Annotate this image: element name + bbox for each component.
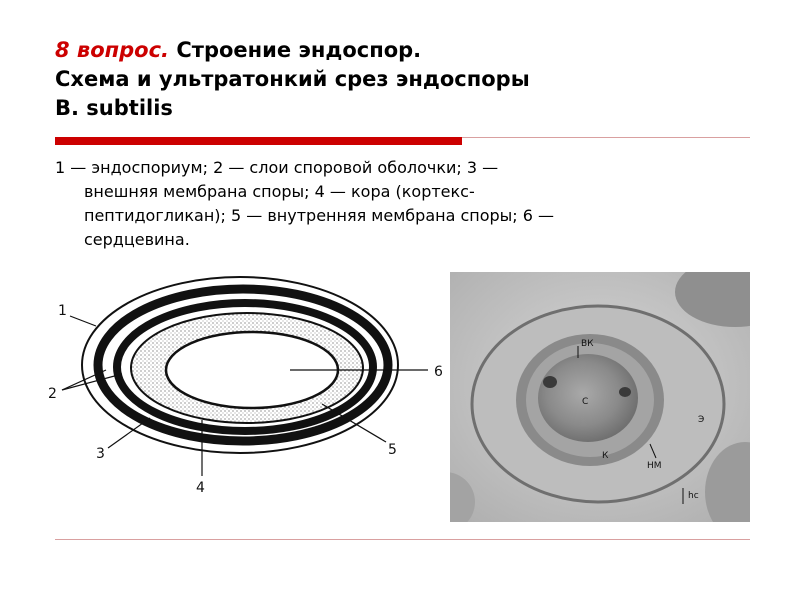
title-line-1: Строение эндоспор. — [176, 38, 422, 62]
legend-line-2: внешняя мембрана споры; 4 — кора (кортекс- — [84, 182, 475, 201]
title-divider-red — [55, 137, 462, 145]
micro-label-e: Э — [698, 415, 705, 425]
diagram-label-1: 1 — [58, 303, 67, 319]
micro-label-vk: ВК — [581, 339, 594, 349]
micro-label-k: К — [602, 451, 609, 461]
micro-label-nm: НМ — [647, 461, 662, 471]
legend-line-4: сердцевина. — [84, 230, 190, 249]
diagram-label-2: 2 — [48, 386, 57, 402]
endospore-diagram — [40, 270, 460, 500]
footer-divider — [55, 539, 750, 540]
micro-label-c: С — [582, 397, 589, 407]
diagram-label-3: 3 — [96, 446, 105, 462]
slide-title — [55, 36, 755, 123]
legend-text — [55, 156, 755, 252]
diagram-label-5: 5 — [388, 442, 397, 458]
micro-core-spot-left — [543, 376, 557, 388]
legend-line-1: 1 — эндоспориум; 2 — слои споровой оболочки; 3 — — [55, 158, 499, 177]
electron-micrograph — [450, 272, 750, 522]
title-divider-thin — [462, 137, 750, 138]
title-line-3: B. subtilis — [55, 96, 173, 120]
leader-1 — [70, 316, 96, 326]
micro-label-hc: hc — [688, 491, 699, 501]
legend-line-3: пептидогликан); 5 — внутренняя мембрана споры; 6 — — [84, 206, 555, 225]
micro-core-spot-right — [619, 387, 631, 397]
diagram-label-4: 4 — [196, 480, 205, 496]
question-number: 8 вопрос. — [55, 38, 170, 62]
diagram-label-6: 6 — [434, 364, 443, 380]
title-line-2: Схема и ультратонкий срез эндоспоры — [55, 67, 530, 91]
